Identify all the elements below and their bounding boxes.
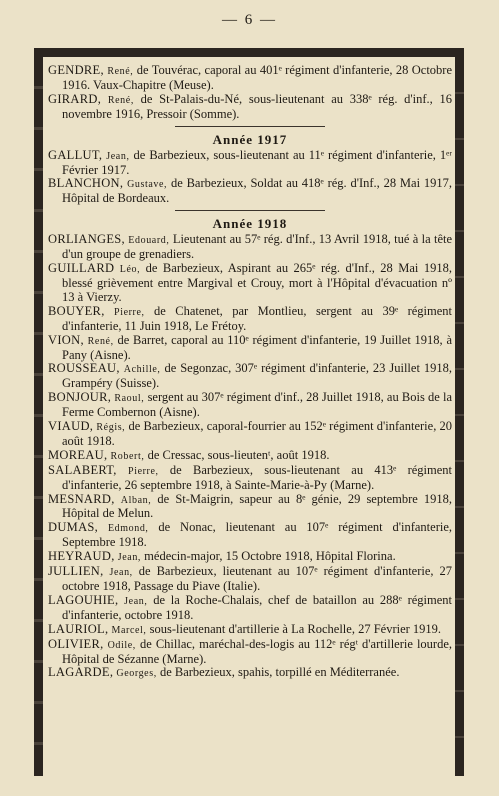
entry-details: Lieutenant au 57ᵉ rég. d'Inf., 13 Avril 1918, tué à la tête d'un groupe de grenadiers. xyxy=(62,232,453,262)
entry-details: de Nonac, lieutenant au 107ᵉ régiment d'infanterie, Septembre 1918. xyxy=(62,520,453,550)
entry-given-name: Jean, xyxy=(106,150,130,162)
entry-details: de Barbezieux, Aspirant au 265ᵉ rég. d'Inf., 28 Mai 1918, blessé grièvement entre Margival et Crouy, mort à l'Hôpital d'évacuation nº 13 à Vierzy. xyxy=(62,261,453,304)
entry-given-name: René, xyxy=(107,94,134,106)
entry-surname: ORLIANGES, xyxy=(48,232,125,247)
memorial-entry xyxy=(48,449,452,464)
memorial-entry xyxy=(48,362,452,391)
entry-given-name: Pierre, xyxy=(128,465,159,477)
entry-details: de Chillac, maréchal-des-logis au 112ᵉ régᵗ d'artillerie lourde, Hôpital de Sézanne (Marne). xyxy=(62,636,453,666)
memorial-entry xyxy=(48,565,452,594)
memorial-entry xyxy=(48,638,452,667)
entry-details: de Barret, caporal au 110ᵉ régiment d'infanterie, 19 Juillet 1918, à Pany (Aisne). xyxy=(62,332,452,362)
memorial-entry xyxy=(48,334,452,363)
section-title: Année 1917 xyxy=(212,131,288,147)
entry-details: de Barbezieux, Soldat au 418ᵉ rég. d'Inf., 28 Mai 1917, Hôpital de Bordeaux. xyxy=(62,176,452,206)
entry-details: sous-lieutenant d'artillerie à La Rochelle, 27 Février 1919. xyxy=(149,621,442,636)
entry-surname: BONJOUR, xyxy=(48,390,112,405)
entry-surname: BLANCHON, xyxy=(48,176,124,191)
entry-surname: GALLUT, xyxy=(48,147,103,162)
entry-details: de la Roche-Chalais, chef de bataillon au 288ᵉ régiment d'infanterie, octobre 1918. xyxy=(62,592,453,622)
memorial-entry xyxy=(48,93,452,122)
memorial-entry xyxy=(48,233,452,262)
entry-details: médecin-major, 15 Octobre 1918, Hôpital Florina. xyxy=(144,549,396,564)
entry-given-name: Edouard, xyxy=(128,235,170,247)
entry-details: de Barbezieux, caporal-fourrier au 152ᵉ régiment d'infanterie, 20 août 1918. xyxy=(62,419,453,448)
entry-surname: GIRARD, xyxy=(48,91,102,106)
entry-surname: GENDRE, xyxy=(48,63,104,77)
memorial-entry xyxy=(48,420,452,449)
memorial-entry xyxy=(48,262,452,305)
entry-given-name: Gustave, xyxy=(127,179,168,191)
entry-given-name: René, xyxy=(107,66,134,77)
entry-details: de Barbezieux, spahis, torpillé en Méditerranée. xyxy=(159,665,400,680)
page-border-left xyxy=(34,48,43,776)
entry-details: de St-Palais-du-Né, sous-lieutenant au 338ᵉ rég. d'inf., 16 novembre 1916, Pressoir (Somme). xyxy=(62,91,453,121)
entry-details: sergent au 307ᵉ régiment d'inf., 28 Juillet 1918, au Bois de la Ferme Combernon (Aisne). xyxy=(62,390,452,420)
memorial-entry xyxy=(48,623,452,638)
entry-given-name: Alban, xyxy=(120,494,152,506)
memorial-entry xyxy=(48,305,452,334)
page-border-right xyxy=(455,48,464,776)
memorial-entry xyxy=(48,391,452,420)
entry-surname: DUMAS, xyxy=(48,520,99,535)
entry-surname: LAURIOL, xyxy=(48,621,109,636)
entry-given-name: Pierre, xyxy=(114,306,145,318)
page-number: — 6 — xyxy=(222,12,277,28)
entry-given-name: Marcel, xyxy=(111,624,147,636)
memorial-entry xyxy=(48,521,452,550)
entry-details: de Barbezieux, lieutenant au 107ᵉ régiment d'infanterie, 27 octobre 1918, Passage du Piave (Italie). xyxy=(62,564,453,593)
entry-given-name: Edmond, xyxy=(107,523,149,535)
entry-given-name: Léo, xyxy=(119,264,141,276)
entry-surname: HEYRAUD, xyxy=(48,549,115,564)
entry-details: de St-Maigrin, sapeur au 8ᵉ génie, 29 septembre 1918, Hôpital de Melun. xyxy=(62,491,453,521)
section-title: Année 1918 xyxy=(212,216,288,232)
entry-surname: MESNARD, xyxy=(48,491,115,506)
page-border-top xyxy=(34,48,464,57)
entry-given-name: Régis, xyxy=(96,422,126,434)
memorial-entry xyxy=(48,666,452,681)
entry-given-name: Jean, xyxy=(109,567,133,579)
entry-surname: JULLIEN, xyxy=(48,564,104,579)
entry-details: de Chatenet, par Montlieu, sergent au 39ᵉ régiment d'infanterie, 11 Juin 1918, Le Frétoy. xyxy=(62,303,453,333)
entry-surname: LAGOUHIE, xyxy=(48,592,119,607)
entry-given-name: Achille, xyxy=(123,364,161,376)
memorial-entry xyxy=(48,550,452,565)
entry-details: de Touvérac, caporal au 401ᵉ régiment d'infanterie, 28 Octobre 1916. Vaux-Chapitre (Meuse). xyxy=(62,63,453,92)
memorial-entry xyxy=(48,493,452,522)
entry-surname: MOREAU, xyxy=(48,447,108,462)
entry-surname: VIAUD, xyxy=(48,419,94,434)
entry-surname: ROUSSEAU, xyxy=(48,361,120,376)
memorial-entry xyxy=(48,594,452,623)
memorial-entry xyxy=(48,177,452,206)
memorial-list xyxy=(48,64,452,681)
memorial-entry xyxy=(48,149,452,178)
entry-given-name: Jean, xyxy=(117,552,142,564)
entry-given-name: Raoul, xyxy=(114,393,145,405)
entry-surname: BOUYER, xyxy=(48,303,105,318)
entry-surname: OLIVIER, xyxy=(48,636,104,651)
entry-details: de Barbezieux, sous-lieutenant au 413ᵉ régiment d'infanterie, 26 septembre 1918, à Sainte-Marie-à-Py (Marne). xyxy=(62,462,453,492)
entry-details: de Cressac, sous-lieutenᵗ, août 1918. xyxy=(147,447,330,462)
entry-details: de Segonzac, 307ᵉ régiment d'infanterie, 23 Juillet 1918, Grampéry (Suisse). xyxy=(62,361,452,391)
entry-given-name: Robert, xyxy=(110,450,145,462)
entry-given-name: Jean, xyxy=(124,595,148,607)
memorial-entry xyxy=(48,64,452,93)
entry-given-name: Georges, xyxy=(116,668,157,680)
entry-details: de Barbezieux, sous-lieutenant au 11ᵉ régiment d'infanterie, 1ᵉʳ Février 1917. xyxy=(62,147,453,177)
entry-surname: GUILLARD xyxy=(48,261,115,276)
entry-surname: SALABERT, xyxy=(48,462,117,477)
entry-surname: LAGARDE, xyxy=(48,665,114,680)
entry-given-name: René, xyxy=(87,335,114,347)
entry-given-name: Odile, xyxy=(107,639,136,651)
memorial-entry xyxy=(48,464,452,493)
entry-surname: VION, xyxy=(48,332,84,347)
